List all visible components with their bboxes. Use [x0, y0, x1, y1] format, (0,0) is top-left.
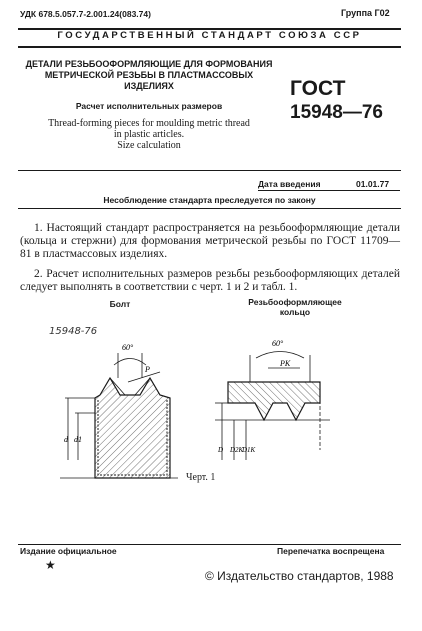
figure-ring-title-line-1: Резьбооформляющее	[248, 297, 342, 307]
intro-date-value: 01.01.77	[356, 179, 390, 189]
title-en-line-2: in plastic articles.	[113, 129, 185, 140]
title-ru-line-3: ИЗДЕЛИЯХ	[124, 81, 174, 91]
ring-D1K-label: D1K	[242, 446, 256, 454]
bolt-pitch-dim	[128, 372, 160, 382]
ring-section	[228, 382, 320, 420]
title-en-line-3: Size calculation	[117, 140, 181, 151]
gost-label: ГОСТ	[290, 77, 346, 100]
official-edition: Издание официальное	[20, 546, 117, 556]
reprint-prohibited: Перепечатка воспрещена	[277, 546, 385, 556]
ring-pitch-label: PK	[280, 359, 291, 368]
law-notice: Несоблюдение стандарта преследуется по закону	[103, 195, 316, 205]
paragraph-2: 2. Расчет исполнительных размеров резьбы резьбооформляющих деталей следует выполнять в соответствии с черт. 1 и 2 и табл. 1.	[20, 268, 400, 293]
group-code: Группа Г02	[341, 8, 390, 18]
handwritten-note: 15948-76	[49, 326, 98, 337]
subtitle-ru: Расчет исполнительных размеров	[75, 101, 223, 111]
figure-ring-title-line-2: кольцо	[279, 307, 311, 317]
title-ru-line-2: МЕТРИЧЕСКОЙ РЕЗЬБЫ В ПЛАСТМАССОВЫХ	[44, 70, 254, 80]
title-ru-line-1: ДЕТАЛИ РЕЗЬБООФОРМЛЯЮЩИЕ ДЛЯ ФОРМОВАНИЯ	[25, 59, 273, 69]
bolt-angle-label: 60°	[122, 343, 134, 352]
star-mark: ★	[45, 558, 56, 572]
udk-code: УДК 678.5.057.7-2.001.24(083.74)	[20, 9, 151, 19]
figure-bolt-title: Болт	[109, 299, 131, 309]
footer-rule	[18, 544, 401, 545]
copyright: © Издательство стандартов, 1988	[205, 569, 394, 583]
bolt-section	[95, 378, 170, 478]
paragraph-1: 1. Настоящий стандарт распространяется на резьбооформляющие детали (кольца и стержни) для формования метрической резьбы по ГОСТ 11709—81 в пластмассовых изделиях.	[20, 222, 400, 260]
ring-angle-label: 60°	[272, 339, 284, 348]
bolt-drawing	[60, 353, 178, 478]
intro-date-label: Дата введения	[258, 179, 321, 189]
bolt-angle-arc	[114, 359, 146, 366]
bolt-d-label: d	[64, 435, 68, 444]
bolt-pitch-label: P	[145, 365, 150, 374]
gost-number: 15948—76	[290, 102, 383, 123]
title-en-line-1: Thread-forming pieces for moulding metric thread	[48, 118, 250, 129]
ring-drawing	[215, 352, 330, 461]
ring-angle-arc	[256, 352, 304, 359]
ring-D-label: D	[218, 446, 224, 454]
figure-caption: Черт. 1	[186, 472, 216, 483]
ring-D2K-label: D2K	[230, 446, 244, 454]
state-standard-banner: ГОСУДАРСТВЕННЫЙ СТАНДАРТ СОЮЗА ССР	[57, 30, 362, 41]
bolt-d1-label: d1	[74, 435, 82, 444]
